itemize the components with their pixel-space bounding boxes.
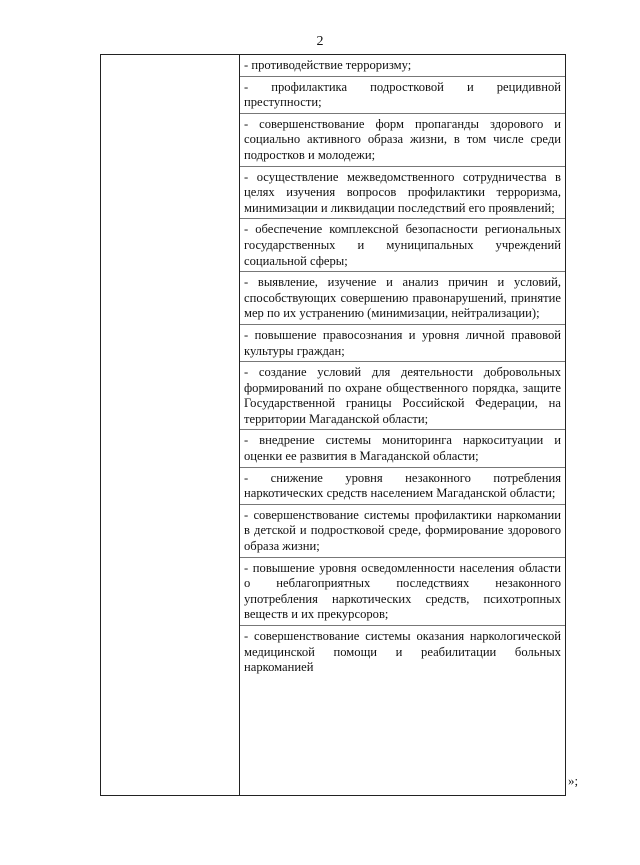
list-item: - обеспечение комплексной безопасности региональных государственных и муниципальных учреждений социальной сферы; (240, 219, 565, 272)
list-item: - внедрение системы мониторинга наркоситуации и оценки ее развития в Магаданской области; (240, 430, 565, 467)
list-item: - осуществление межведомственного сотрудничества в целях изучения вопросов профилактики терроризма, минимизации и ликвидации последствий его проявлений; (240, 167, 565, 220)
list-item: - повышение уровня осведомленности населения области о неблагоприятных последствиях незаконного употребления наркотических средств, психотропных веществ и их прекурсоров; (240, 558, 565, 626)
closing-quote-mark: »; (568, 773, 579, 788)
list-item: - выявление, изучение и анализ причин и условий, способствующих совершению правонарушений, принятие мер по их устранению (минимизации, нейтрализации); (240, 272, 565, 325)
goals-list (240, 55, 565, 795)
list-item: - совершенствование форм пропаганды здорового и социально активного образа жизни, в том числе среди подростков и молодежи; (240, 114, 565, 167)
list-item: - создание условий для деятельности добровольных формирований по охране общественного порядка, защите Государственной границы Российской Федерации, на территории Магаданской области; (240, 362, 565, 430)
list-item: - снижение уровня незаконного потребления наркотических средств населением Магаданской области; (240, 468, 565, 505)
list-item: - повышение правосознания и уровня личной правовой культуры граждан; (240, 325, 565, 362)
list-item: - профилактика подростковой и рецидивной преступности; (240, 77, 565, 114)
list-item: - противодействие терроризму; (240, 55, 565, 77)
list-item: - совершенствование системы профилактики наркомании в детской и подростковой среде, формирование здорового образа жизни; (240, 505, 565, 558)
page-number: 2 (316, 34, 324, 49)
goals-table (100, 54, 566, 796)
list-item: - совершенствование системы оказания наркологической медицинской помощи и реабилитации больных наркоманией (244, 629, 561, 675)
